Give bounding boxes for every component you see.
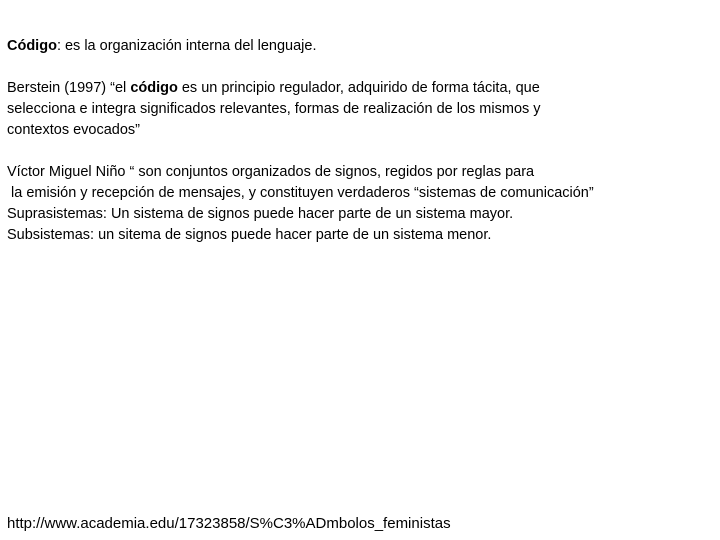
subsistemas-line: Subsistemas: un sitema de signos puede hacer parte de un sistema menor.: [7, 227, 492, 243]
codigo-definition: [7, 36, 712, 57]
nino-line-2-text: la emisión y recepción de mensajes, y constituyen verdaderos “sistemas de comunicación”: [11, 185, 594, 201]
berstein-line-2: selecciona e integra significados relevantes, formas de realización de los mismos y: [7, 101, 541, 117]
berstein-line-1-rest: es un principio regulador, adquirido de forma tácita, que: [177, 80, 540, 96]
spacer: [7, 141, 712, 162]
berstein-line-1: [7, 78, 712, 99]
spacer: [7, 57, 712, 78]
berstein-prefix: Berstein (1997) “el: [7, 80, 131, 96]
codigo-term: Código: [7, 38, 57, 54]
berstein-bold-term: código: [130, 80, 178, 96]
berstein-line-3: contextos evocados”: [7, 122, 140, 138]
nino-line-1: Víctor Miguel Niño “ son conjuntos organizados de signos, regidos por reglas para: [7, 164, 535, 180]
codigo-text: : es la organización interna del lenguaje.: [56, 38, 317, 54]
suprasistemas-line: Suprasistemas: Un sistema de signos puede hacer parte de un sistema mayor.: [7, 206, 514, 222]
source-url: http://www.academia.edu/17323858/S%C3%ADmbolos_feministas: [7, 515, 451, 532]
text-body: [7, 36, 712, 246]
nino-line-2: [7, 183, 712, 204]
